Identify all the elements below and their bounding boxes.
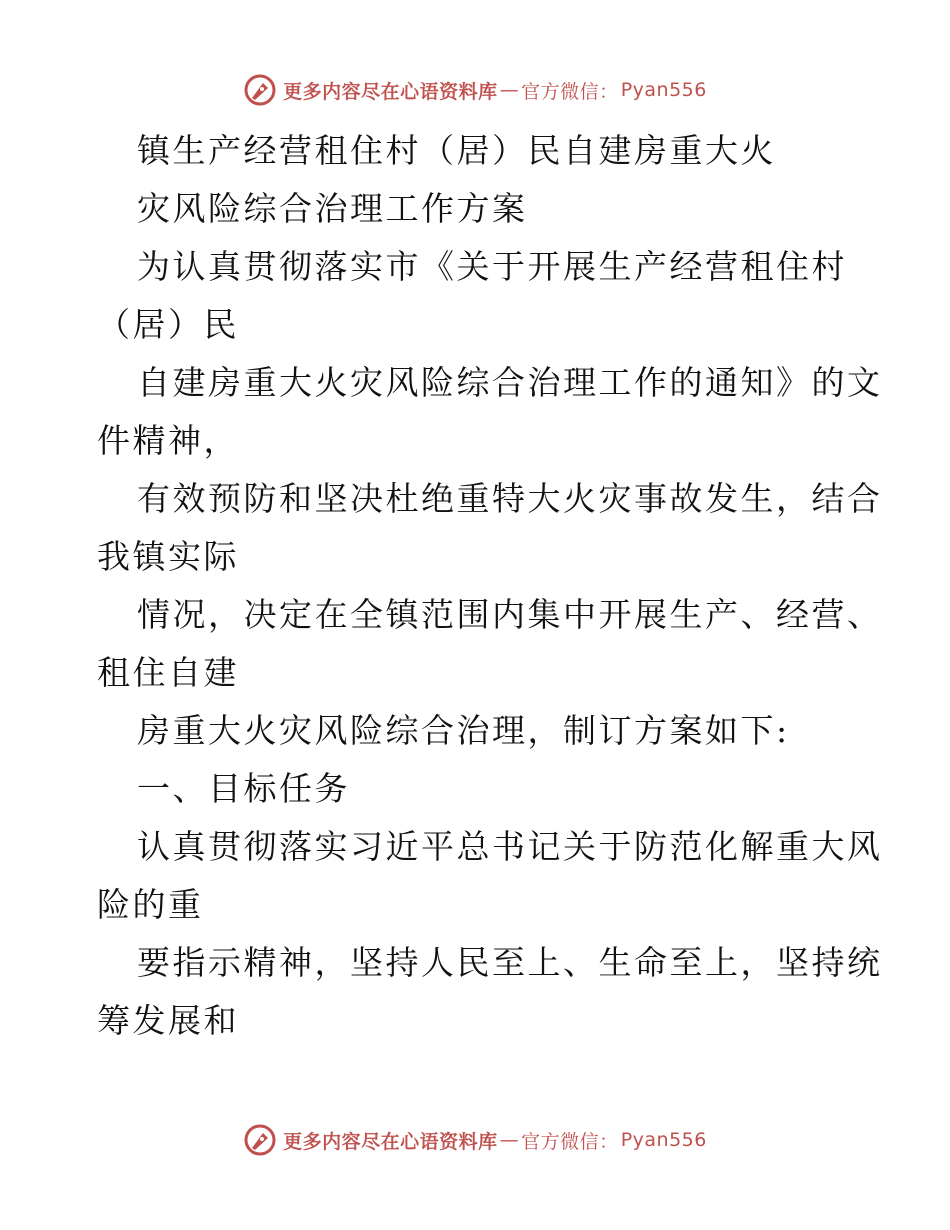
pen-nib-logo-icon: [243, 1123, 277, 1157]
banner-wechat-id: Pyan556: [620, 1129, 707, 1151]
doc-section-heading: 一、目标任务: [137, 769, 350, 808]
doc-paragraph-line: 房重大火灾风险综合治理，制订方案如下:: [137, 711, 790, 750]
doc-paragraph-line: 险的重: [97, 885, 204, 924]
pen-nib-logo-icon: [243, 73, 277, 107]
doc-paragraph-line: （居）民: [97, 305, 239, 344]
doc-paragraph-line: 租住自建: [97, 653, 239, 692]
doc-title-line-1: 镇生产经营租住村（居）民自建房重大火: [137, 131, 776, 170]
doc-paragraph-line: 有效预防和坚决杜绝重特大火灾事故发生，结合: [137, 479, 883, 518]
doc-title-line-2: 灾风险综合治理工作方案: [137, 189, 528, 228]
doc-paragraph-line: 件精神，: [97, 421, 239, 460]
footer-watermark-banner: [0, 1120, 950, 1160]
header-watermark-banner: [0, 70, 950, 110]
banner-wechat-label: 官方微信：: [521, 80, 619, 103]
doc-paragraph-line: 情况，决定在全镇范围内集中开展生产、经营、: [137, 595, 883, 634]
doc-paragraph-line: 认真贯彻落实习近平总书记关于防范化解重大风: [137, 827, 883, 866]
banner-wechat-id: Pyan556: [620, 79, 707, 101]
doc-paragraph-line: 要指示精神，坚持人民至上、生命至上，坚持统: [137, 943, 883, 982]
banner-wechat-label: 官方微信：: [521, 1130, 619, 1153]
banner-site-text: 更多内容尽在心语资料库: [283, 1130, 498, 1153]
doc-paragraph-line: 筹发展和: [97, 1001, 239, 1040]
doc-paragraph-line: 我镇实际: [97, 537, 239, 576]
document-body: [97, 122, 883, 1050]
doc-paragraph-line: 为认真贯彻落实市《关于开展生产经营租住村: [137, 247, 847, 286]
banner-site-text: 更多内容尽在心语资料库: [283, 80, 498, 103]
banner-separator: —: [499, 1129, 520, 1151]
doc-paragraph-line: 自建房重大火灾风险综合治理工作的通知》的文: [137, 363, 883, 402]
banner-separator: —: [499, 79, 520, 101]
